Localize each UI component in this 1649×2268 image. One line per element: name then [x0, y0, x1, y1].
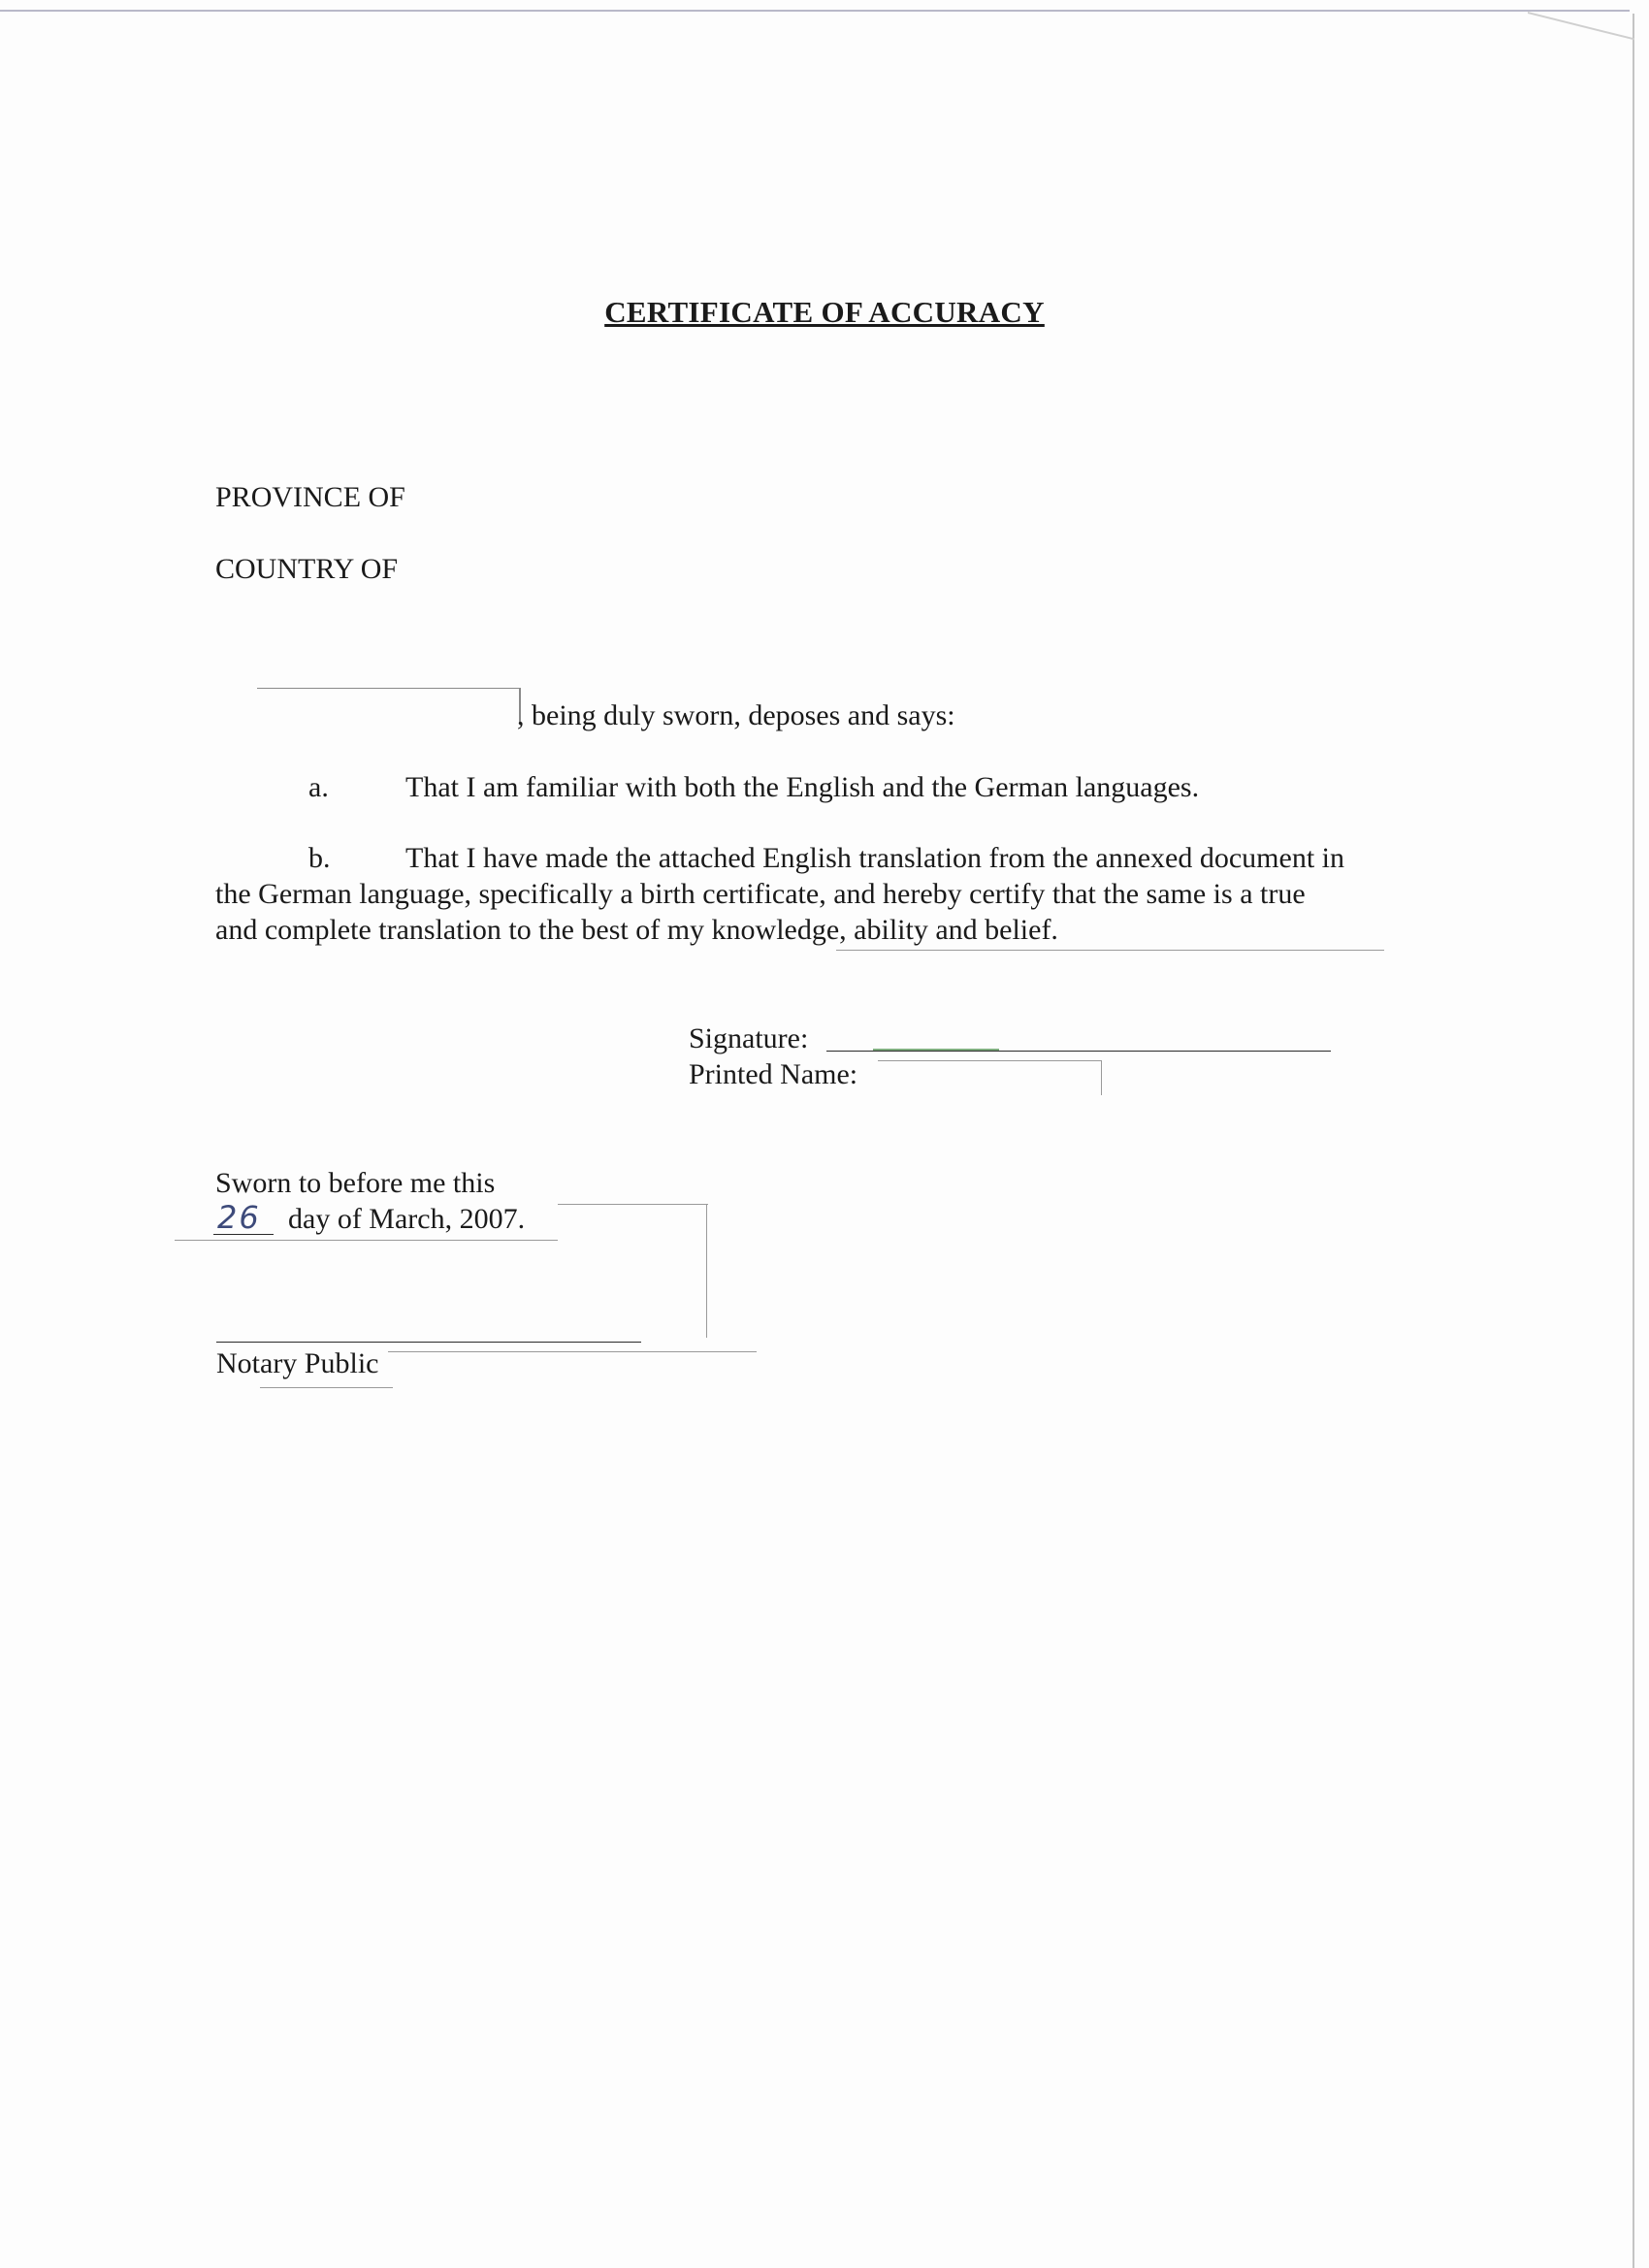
jurat-date-text: day of March, 2007. [288, 1203, 526, 1235]
notary-label: Notary Public [216, 1347, 379, 1379]
handwritten-day: 26 [217, 1199, 261, 1236]
clause-b-marker: b. [308, 842, 331, 874]
signature-line-tint [873, 1049, 999, 1051]
redaction-edge-rule-3 [558, 1204, 708, 1205]
deponent-statement: , being duly sworn, deposes and says: [517, 699, 955, 731]
day-blank-line [213, 1234, 274, 1235]
clause-a-text: That I am familiar with both the English and the German languages. [405, 771, 1200, 803]
printed-name-blank-edge [1101, 1060, 1102, 1095]
clause-a-marker: a. [308, 771, 329, 803]
signature-label: Signature: [689, 1022, 809, 1054]
deponent-name-blank [257, 688, 521, 724]
redaction-edge-vrule [706, 1204, 707, 1338]
printed-name-blank-rule [878, 1060, 1101, 1061]
notary-signature-line [216, 1342, 641, 1343]
clause-b-first-line: That I have made the attached English translation from the annexed document in [405, 842, 1344, 874]
scan-edge-top [0, 10, 1630, 12]
scan-corner-fold [1528, 12, 1634, 67]
clause-b-line-3: and complete translation to the best of my knowledge, ability and belief. [215, 914, 1058, 946]
redaction-edge-rule-5 [260, 1387, 393, 1388]
sworn-text: Sworn to before me this [215, 1167, 496, 1199]
document-title: CERTIFICATE OF ACCURACY [604, 295, 1045, 329]
redaction-edge-rule [836, 950, 1384, 951]
signature-line [826, 1051, 1331, 1052]
province-label: PROVINCE OF [215, 481, 405, 513]
redaction-edge-rule-4 [388, 1351, 757, 1352]
scan-edge-right [1633, 14, 1634, 2268]
printed-name-label: Printed Name: [689, 1058, 858, 1090]
redaction-edge-rule-2 [175, 1240, 558, 1241]
clause-b-line-2: the German language, specifically a birth certificate, and hereby certify that the same is a true [215, 878, 1306, 910]
country-label: COUNTRY OF [215, 553, 399, 585]
